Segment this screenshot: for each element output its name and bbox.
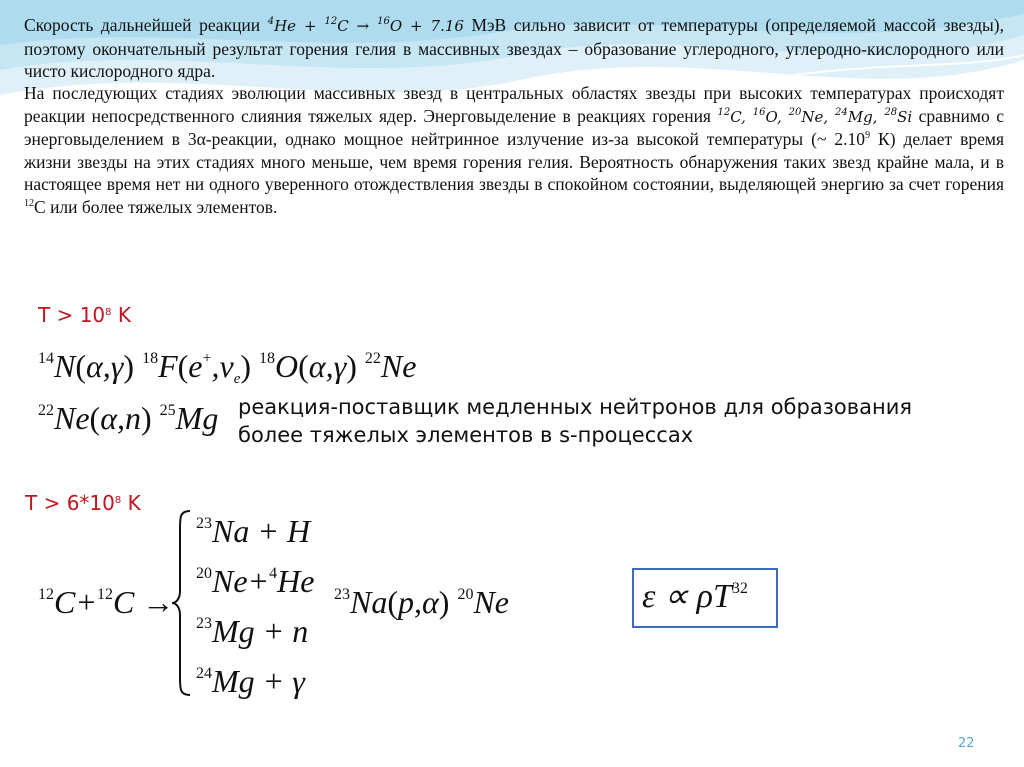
product-na-h: $^{23}$Na + H: [196, 513, 311, 549]
nuclei-list: $^{12}$C, $^{16}$O, $^{20}$Ne, $^{24}$Mg, $^{28}$Si: [717, 106, 913, 126]
equation-n-to-ne: $^{14}$N(α,γ) $^{18}F(e^+,\nu_e)$ $^{18}$O(α,γ) $^{22}$Ne: [38, 348, 417, 387]
product-ne-he: $^{20}$Ne+$^4$He: [196, 563, 315, 599]
p2-c-symbol: С: [34, 196, 46, 217]
equation-ne-to-mg: $^{22}$Ne(α,n) $^{25}$Mg: [38, 400, 219, 436]
left-brace-symbol: [170, 509, 194, 697]
p2-part2: сравнимо с энерговыделением в 3α-реакции, однако мощное нейтринное излучение из-за высокой температуры (~ 2.10: [24, 105, 1004, 150]
equation-na-to-ne: $^{23}$Na(p,α) $^{20}$Ne: [334, 584, 509, 620]
p2-part4: или более тяжелых элементов.: [45, 196, 278, 217]
paragraph-heavy-nuclei: [24, 82, 1004, 219]
product-mg-n: $^{23}$Mg + n: [196, 613, 309, 649]
p1-rest: МэВ сильно зависит от температуры (определяемой массой звезды), поэтому окончательный результат горения гелия в массивных звездах – образование углеродного, углеродно-кислородного или чисто кислородного ядра.: [24, 15, 1004, 82]
p2-c-mass: 12: [24, 197, 34, 209]
p2-part3: К) делает время жизни звезды на этих стадиях много меньше, чем время горения гелия. Вероятность обнаружения таких звезд крайне мала, и в настоящее время нет ни одного уверенного отождествления звезды в спокойном состоянии, выделяющей энергию за счет горения: [24, 129, 1004, 195]
energy-scaling-formula: $\varepsilon \propto \rho T^{32}$: [642, 578, 748, 615]
temperature-threshold-2: $T > 6*10^8$ K: [25, 491, 141, 515]
s-process-note: реакция-поставщик медленных нейтронов для образования более тяжелых элементов в s-процессах: [238, 395, 912, 447]
p1-intro: Скорость дальнейшей реакции: [24, 15, 268, 35]
p2-part1: На последующих стадиях эволюции массивных звезд в центральных областях звезды при высоких температурах происходят реакции непосредственного слияния тяжелых ядер. Энерговыделение в реакциях горения: [24, 83, 1004, 126]
equation-carbon-fusion: $^{12}$C+$^{12}$C →: [38, 584, 175, 620]
reaction-he-c-o: $^4$He + $^{12}$C → $^{16}$O + 7.16: [267, 16, 464, 35]
p2-exp: 9: [865, 130, 871, 142]
page-number: 22: [958, 736, 975, 751]
temperature-threshold-1: $T > 10^8$ K: [38, 303, 131, 327]
product-mg-gamma: $^{24}$Mg + γ: [196, 663, 305, 699]
paragraph-helium-burning: [24, 14, 1004, 83]
